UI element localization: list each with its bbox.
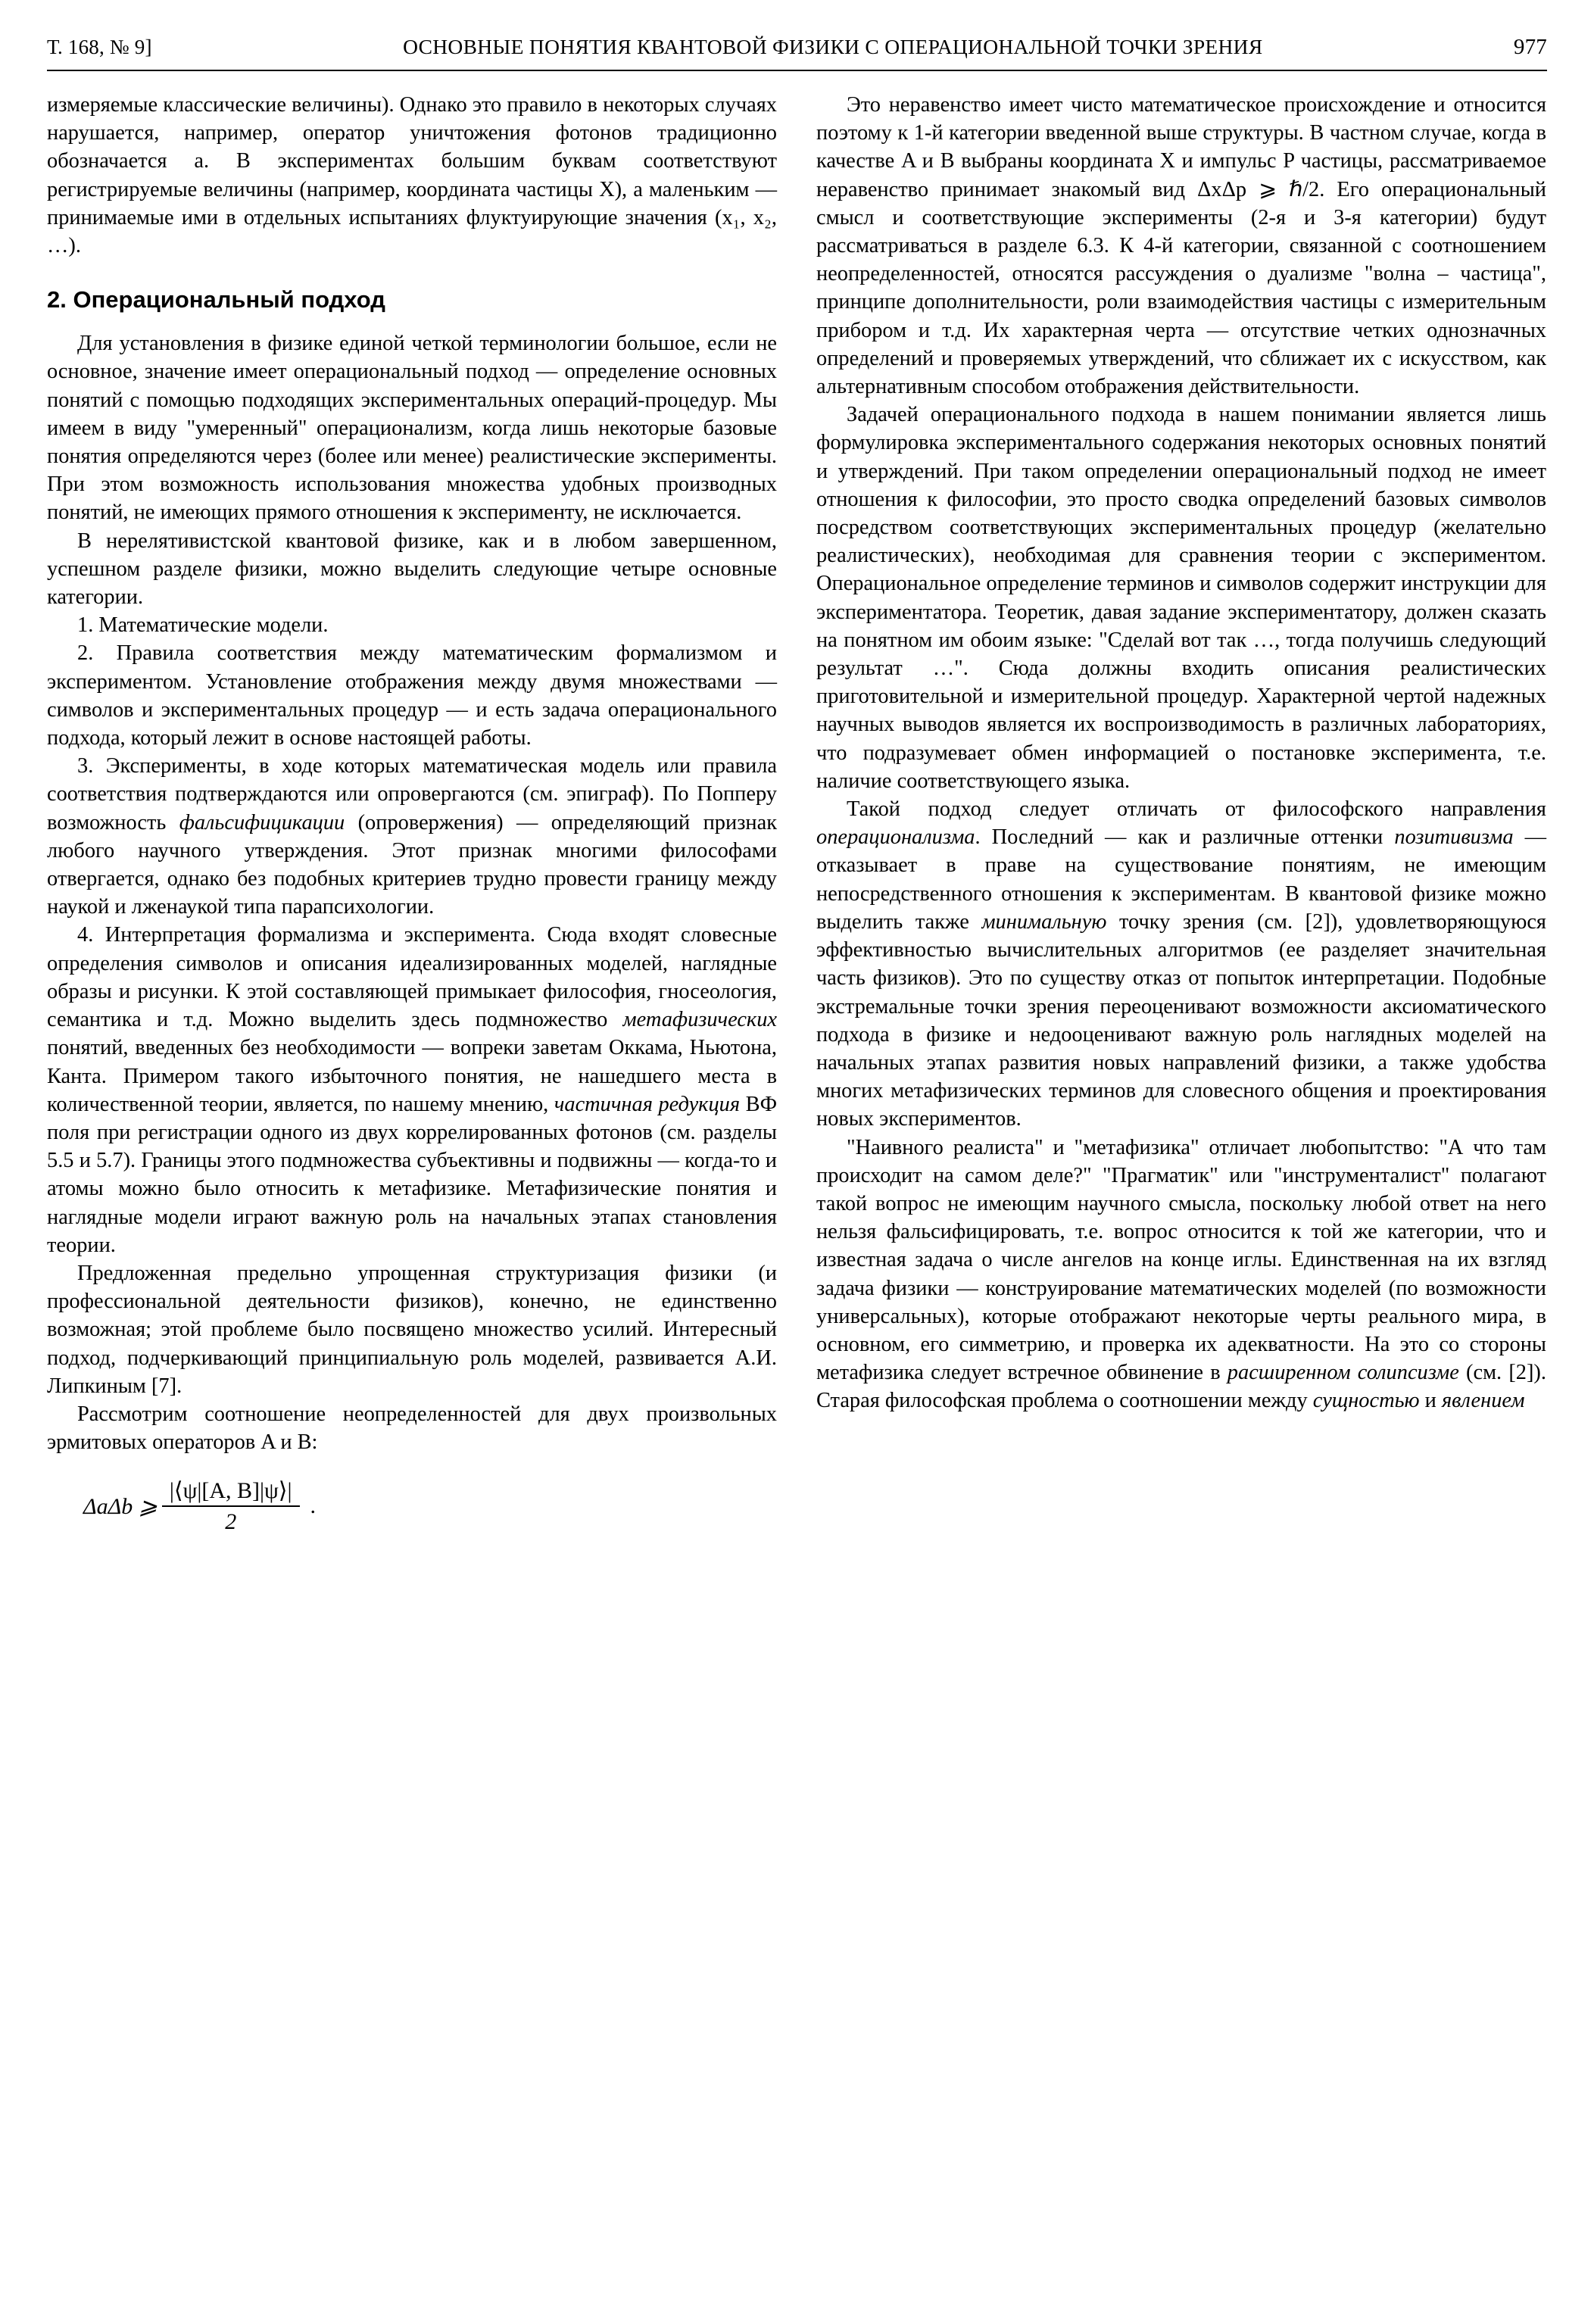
paragraph-text: "Наивного реалиста" и "метафизика" отличает любопытство: "А что там происходит на самом деле?" "Прагматик" или "инструменталист" полагают такой вопрос не имеющим научного смысла, поскольку любой ответ на него нельзя фальсифицировать, т.е. вопрос относится к той же категории, что и известная задача о числе ангелов на конце иглы. Единственная на их взгляд задача физики — конструирование математических моделей (по возможности универсальных), которые отображают некоторые черты реального мира, в основном, его симметрию, и проверка их адекватности. На это со стороны метафизика следует встречное обвинение в <box>816 1135 1546 1385</box>
emphasis-operationalism: операционализма <box>816 825 975 850</box>
emphasis-positivism: позитивизма <box>1394 825 1514 850</box>
page-number: 977 <box>1513 35 1547 59</box>
paragraph-text: и <box>1419 1389 1442 1413</box>
formula-denominator: 2 <box>225 1509 237 1535</box>
paragraph-text: . Последний — как и различные оттенки <box>975 825 1395 850</box>
list-item-text: 4. Интерпретация формализма и эксперимента. Сюда входят словесные определения символов и описания идеализированных моделей, наглядные образы и рисунки. К этой составляющей примыкает философия, гносеология, семантика и т.д. Можно выделить здесь подмножество <box>47 923 777 1032</box>
list-item <box>47 921 777 1259</box>
formula-numerator: |⟨ψ|[A, B]|ψ⟩| <box>162 1477 300 1507</box>
emphasis-metaphysical: метафизических <box>622 1008 777 1032</box>
paragraph: В нерелятивистской квантовой физике, как и в любом завершенном, успешном разделе физики, можно выделить следующие четыре основные категории. <box>47 529 777 610</box>
emphasis-essence: сущностью <box>1312 1389 1420 1413</box>
paragraph: Рассмотрим соотношение неопределенностей для двух произвольных эрмитовых операторов A и B: <box>47 1402 777 1455</box>
paragraph: Это неравенство имеет чисто математическое происхождение и относится поэтому к 1-й категории введенной выше структуры. В частном случае, когда в качестве A и B выбраны координата X и импульс P частицы, рассматриваемое неравенство принимает знакомый вид ΔxΔp ⩾ ℏ/2. Его операциональный смысл и соответствующие эксперименты (2-я и 3-я категории) будут рассматриваться в разделе 6.3. К 4-й категории, связанной с соотношением неопределенностей, относятся рассуждения о дуализме "волна – частица", принципе дополнительности, роли взаимодействия частицы с измерительным прибором и т.д. Их характерная черта — отсутствие четких однозначных определений и проверяемых утверждений, что сближает их с искусством, как альтернативным способом отображения действительности. <box>816 93 1546 399</box>
paragraph <box>816 795 1546 1133</box>
list-item: 2. Правила соответствия между математическим формализмом и экспериментом. Установление отображения между двумя множествами — символов и экспериментальных процедур — и есть задача операционального подхода, который лежит в основе настоящей работы. <box>47 641 777 750</box>
list-item-text: (опровержения) — определяющий признак любого научного утверждения. Этот признак многими философами отвергается, однако без подобных критериев трудно провести границу между наукой и лженаукой типа парапсихологии. <box>47 810 777 919</box>
header-rule <box>47 70 1547 71</box>
list-item-text: ВФ поля при регистрации одного из двух коррелированных фотонов (см. разделы 5.5 и 5.7). Границы этого подмножества субъективны и подвижны — когда-то и атомы можно было относить к метафизике. Метафизические понятия и наглядные модели играют важную роль на начальных этапах становления теории. <box>47 1092 778 1257</box>
paragraph-text: (см. [2]). Старая философская проблема о соотношении между <box>816 1361 1546 1413</box>
right-column <box>816 91 1546 1415</box>
emphasis-falsification: фальсифицикации <box>179 810 345 834</box>
emphasis-minimal: минимальную <box>981 909 1107 934</box>
left-column <box>47 91 777 1535</box>
paragraph-text: точку зрения (см. [2]), удовлетворяющуюся эффективностью вычислительных алгоритмов (ее разделяет значительная часть физиков). Это по существу отказ от попыток интерпретации. Подобные экстремальные точки зрения переоценивают возможности аксиоматического подхода в физике и недооценивают важную роль наглядных моделей на начальных этапах развития новых направлений физики, а также удобства многих метафизических терминов для словесного общения и проектирования новых экспериментов. <box>816 909 1546 1131</box>
paragraph: Предложенная предельно упрощенная структуризация физики (и профессиональной деятельности физиков), конечно, не единственно возможная; этой проблеме было посвящено множество усилий. Интересный подход, подчеркивающий принципиальную роль моделей, развивается А.И. Липкиным [7]. <box>47 1261 777 1398</box>
paragraph: Задачей операционального подхода в нашем понимании является лишь формулировка экспериментального содержания некоторых основных понятий и утверждений. При таком определении операциональный подход не имеет отношения к философии, это просто сводка определений базовых символов посредством соответствующих экспериментальных процедур (желательно реалистических), необходимая для сравнения теории с экспериментом. Операциональное определение терминов и символов содержит инструкции для экспериментатора. Теоретик, давая задание экспериментатору, должен сказать на понятном им обоим языке: "Сделай вот так …, тогда получишь следующий результат …". Сюда должны входить описания реалистических приготовительной и измерительной процедур. Характерной чертой надежных научных выводов является их воспроизводимость в различных лабораториях, что подразумевает обмен информацией о постановке эксперимента, т.е. наличие соответствующего языка. <box>816 403 1546 793</box>
paragraph-text: — отказывает в праве на существование понятиям, не имеющим непосредственного отношения к экспериментам. В квантовой физике можно выделить также <box>816 825 1546 934</box>
formula-trailing-punctuation: . <box>310 1493 317 1519</box>
running-head <box>47 35 1547 64</box>
paragraph <box>816 1134 1546 1415</box>
list-item <box>47 752 777 921</box>
paragraph: Для установления в физике единой четкой терминологии большое, если не основное, значение имеет операциональный подход — определение основных понятий с помощью подходящих экспериментальных операций-процедур. Мы имеем в виду "умеренный" операционализм, когда лишь некоторые базовые понятия определяются через (более или менее) реалистические эксперименты. При этом возможность использования множества удобных производных понятий, не имеющих прямого отношения к эксперименту, не исключается. <box>47 332 777 525</box>
formula-lhs: ΔaΔb ⩾ <box>83 1493 158 1519</box>
emphasis-extended-solipsism: расширенном солипсизме <box>1227 1361 1459 1385</box>
emphasis-partial-reduction: частичная редукция <box>554 1092 741 1116</box>
list-item-text: 3. Эксперименты, в ходе которых математическая модель или правила соответствия подтверждаются или опровергаются (см. эпиграф). По Попперу возможность <box>47 754 777 834</box>
emphasis-phenomenon: явлением <box>1441 1389 1525 1413</box>
list-item-text: понятий, введенных без необходимости — вопреки заветам Оккама, Ньютона, Канта. Примером такого избыточного понятия, не нашедшего места в количественной теории, является, по нашему мнению, <box>47 1036 777 1116</box>
formula-fraction <box>162 1477 300 1535</box>
paragraph-continued: измеряемые классические величины). Однако это правило в некоторых случаях нарушается, например, оператор уничтожения фотонов традиционно обозначается a. В экспериментах большим буквам соответствуют регистрируемые величины (например, координата частицы X), а маленьким — принимаемые ими в отдельных испытаниях флуктуирующие значения (x₁, x₂, …). <box>47 93 777 258</box>
section-heading: 2. Операциональный подход <box>47 286 385 314</box>
volume-issue: Т. 168, № 9] <box>47 36 152 58</box>
running-title: ОСНОВНЫЕ ПОНЯТИЯ КВАНТОВОЙ ФИЗИКИ С ОПЕРАЦИОНАЛЬНОЙ ТОЧКИ ЗРЕНИЯ <box>403 35 1263 58</box>
two-column-body <box>47 91 1547 1535</box>
displayed-formula <box>47 1477 777 1535</box>
paragraph-text: Такой подход следует отличать от философского направления <box>847 797 1546 822</box>
list-item: 1. Математические модели. <box>77 613 329 638</box>
